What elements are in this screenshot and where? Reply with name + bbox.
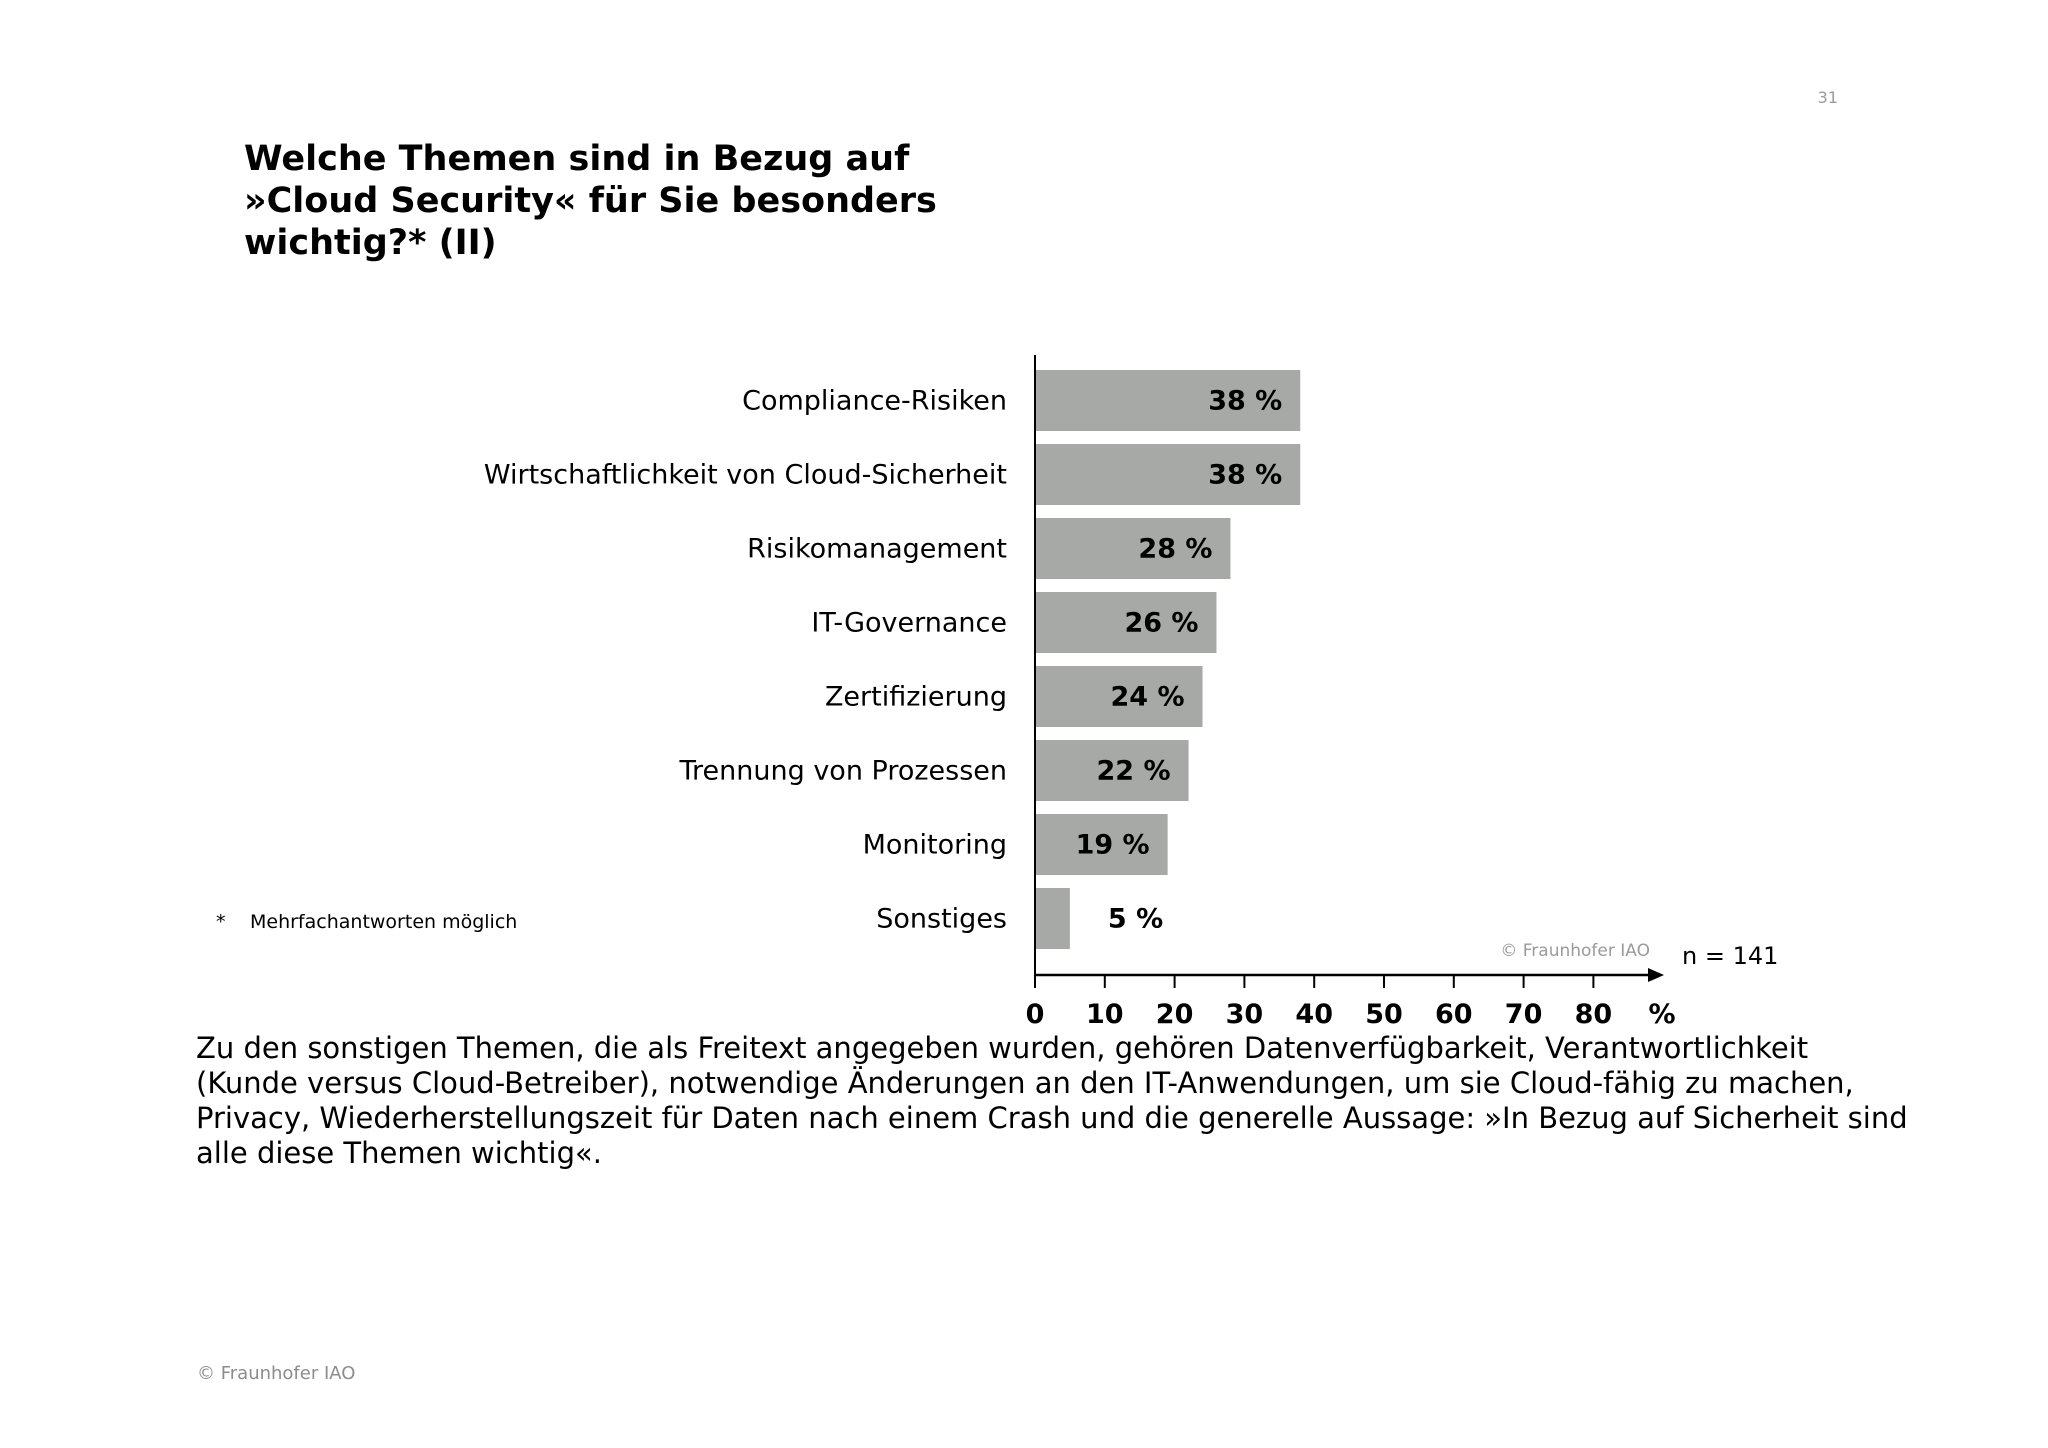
category-label: Compliance-Risiken [742,385,1007,417]
data-label: 38 % [1208,385,1283,417]
body-line: alle diese Themen wichtig«. [196,1136,602,1170]
footnote-text: Mehrfachantworten möglich [250,911,518,933]
footnote [216,911,517,933]
x-tick-label: 80 [1574,999,1613,1030]
x-tick-label: 10 [1086,999,1124,1030]
data-label: 28 % [1138,533,1213,565]
bar [1035,888,1070,949]
category-label: Trennung von Prozessen [679,755,1007,787]
title-line: »Cloud Security« für Sie besonders [244,181,937,221]
data-label: 22 % [1096,755,1171,787]
body-line: Zu den sonstigen Themen, die als Freitext angegeben wurden, gehören Datenverfügbarkeit, Verantwortlichkeit [196,1031,1809,1065]
category-labels [484,386,1007,935]
data-label: 38 % [1208,459,1283,491]
footnote-mark: * [216,911,226,933]
data-label: 5 % [1107,903,1164,935]
title-line: Welche Themen sind in Bezug auf [244,139,910,179]
bars [1035,370,1300,949]
category-label: IT-Governance [811,607,1007,639]
x-axis-arrow [1648,968,1664,982]
title-line: wichtig?* (II) [244,223,497,263]
x-tick-label: 70 [1504,999,1543,1030]
data-label: 19 % [1075,829,1150,861]
x-tick-label: 50 [1365,999,1403,1030]
x-axis-unit: % [1648,999,1676,1030]
data-label: 26 % [1124,607,1199,639]
category-label: Monitoring [862,829,1007,861]
chart-copyright: © Fraunhofer IAO [1500,941,1650,961]
x-tick-label: 20 [1155,999,1194,1030]
sample-size: n = 141 [1682,942,1779,970]
category-label: Sonstiges [876,903,1007,935]
data-label: 24 % [1110,681,1185,713]
category-label: Zertifizierung [824,681,1007,713]
x-tick-label: 60 [1435,999,1473,1030]
body-line: Privacy, Wiederherstellungszeit für Daten nach einem Crash und die generelle Aussage: »In Bezug auf Sicherheit sind [196,1101,1908,1135]
page-copyright: © Fraunhofer IAO [197,1363,356,1384]
x-tick-label: 30 [1225,999,1264,1030]
x-tick-label: 40 [1295,999,1333,1030]
body-line: (Kunde versus Cloud-Betreiber), notwendige Änderungen an den IT-Anwendungen, um sie Cloud-fähig zu machen, [196,1066,1854,1100]
page-number: 31 [1817,88,1838,107]
x-axis-ticks [1026,975,1613,1030]
x-tick-label: 0 [1025,999,1045,1030]
category-label: Risikomanagement [747,533,1007,565]
category-label: Wirtschaftlichkeit von Cloud-Sicherheit [483,459,1007,491]
body-text [196,1031,1908,1171]
